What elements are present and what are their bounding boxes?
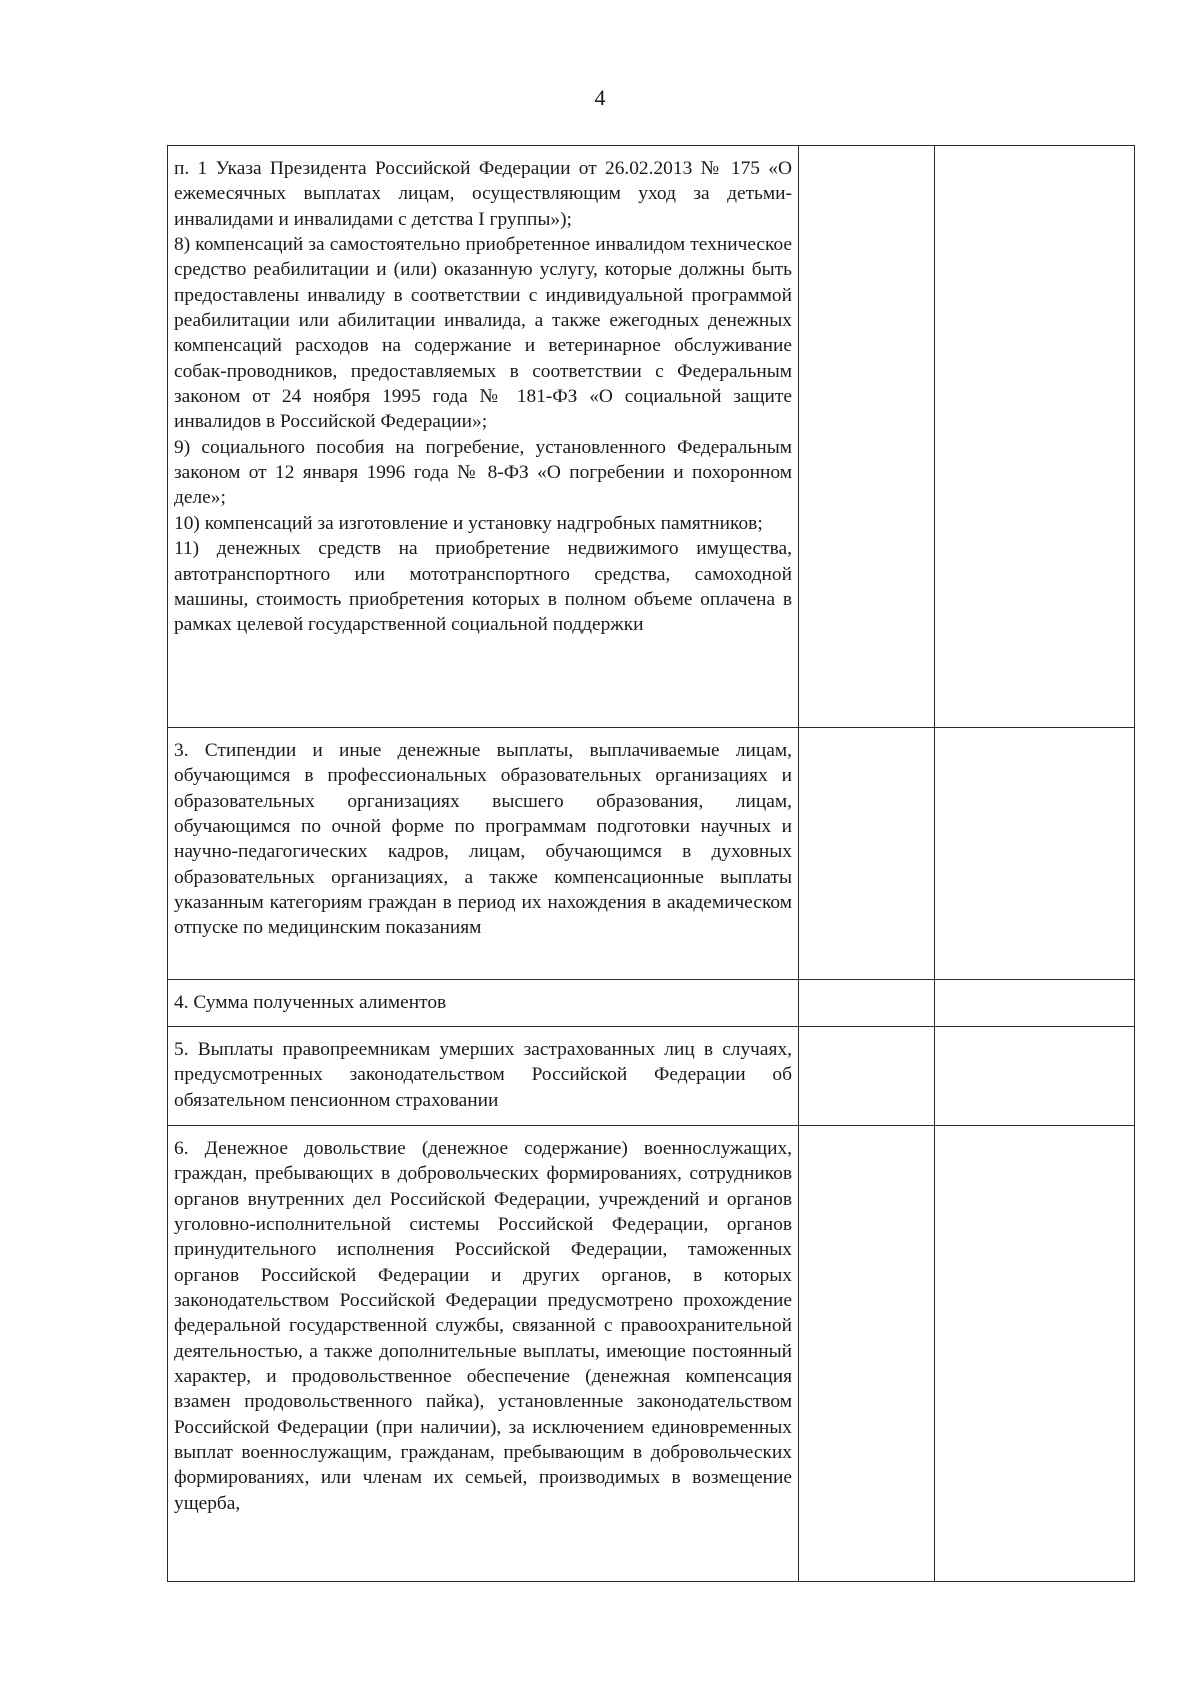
empty-cell — [935, 146, 1135, 728]
empty-cell — [799, 1126, 935, 1582]
empty-cell — [935, 980, 1135, 1027]
income-type-cell — [168, 146, 799, 728]
table-row — [168, 728, 1135, 980]
table-row — [168, 980, 1135, 1027]
paragraph: 4. Сумма полученных алиментов — [174, 992, 447, 1013]
empty-cell — [799, 980, 935, 1027]
paragraph: 8) компенсаций за самостоятельно приобретенное инвалидом техническое средство реабилитации и (или) оказанную услугу, которые должны быть предоставлены инвалиду в соответствии с индивидуальной программой реабилитации или абилитации инвалида, а также ежегодных денежных компенсаций расходов на содержание и ветеринарное обслуживание собак-проводников, предоставляемых в соответствии с Федеральным законом от 24 ноября 1995 года № 181-ФЗ «О социальной защите инвалидов в Российской Федерации»; — [174, 234, 792, 433]
paragraph: п. 1 Указа Президента Российской Федерации от 26.02.2013 № 175 «О ежемесячных выплатах лицам, осуществляющим уход за детьми-инвалидами и инвалидами с детства I группы»); — [174, 158, 792, 230]
table-row — [168, 1027, 1135, 1126]
empty-cell — [799, 728, 935, 980]
empty-cell — [935, 728, 1135, 980]
income-type-cell — [168, 1126, 799, 1582]
table-row — [168, 146, 1135, 728]
empty-cell — [935, 1027, 1135, 1126]
paragraph: 6. Денежное довольствие (денежное содержание) военнослужащих, граждан, пребывающих в добровольческих формированиях, сотрудников органов внутренних дел Российской Федерации, учреждений и органов уголовно-исполнительной системы Российской Федерации, органов принудительного исполнения Российской Федерации, таможенных органов Российской Федерации и других органов, в которых законодательством Российской Федерации предусмотрено прохождение федеральной государственной службы, связанной с правоохранительной деятельностью, а также дополнительные выплаты, имеющие постоянный характер, и продовольственное обеспечение (денежная компенсация взамен продовольственного пайка), установленные законодательством Российской Федерации (при наличии), за исключением единовременных выплат военнослужащим, гражданам, пребывающим в добровольческих формированиях, или членам их семьей, производимых в возмещение ущерба, — [174, 1138, 792, 1514]
empty-cell — [935, 1126, 1135, 1582]
paragraph: 10) компенсаций за изготовление и установку надгробных памятников; — [174, 512, 763, 534]
empty-cell — [799, 1027, 935, 1126]
empty-cell — [799, 146, 935, 728]
table-row — [168, 1126, 1135, 1582]
income-type-cell — [168, 980, 799, 1027]
income-type-cell — [168, 1027, 799, 1126]
paragraph: 3. Стипендии и иные денежные выплаты, выплачиваемые лицам, обучающимся в профессиональных образовательных организациях и образовательных организациях высшего образования, лицам, обучающимся по очной форме по программам подготовки научных и научно-педагогических кадров, лицам, обучающимся в духовных образовательных организациях, а также компенсационные выплаты указанным категориям граждан в период их нахождения в академическом отпуске по медицинским показаниям — [174, 740, 792, 939]
page-number: 4 — [594, 85, 606, 110]
paragraph: 11) денежных средств на приобретение недвижимого имущества, автотранспортного или мототранспортного средства, самоходной машины, стоимость приобретения которых в полном объеме оплачена в рамках целевой государственной социальной поддержки — [174, 538, 792, 636]
paragraph: 9) социального пособия на погребение, установленного Федеральным законом от 12 января 1996 года № 8-ФЗ «О погребении и похоронном деле»; — [174, 436, 792, 509]
paragraph: 5. Выплаты правопреемникам умерших застрахованных лиц в случаях, предусмотренных законодательством Российской Федерации об обязательном пенсионном страховании — [174, 1039, 792, 1111]
income-table — [167, 145, 1135, 1582]
income-type-cell — [168, 728, 799, 980]
